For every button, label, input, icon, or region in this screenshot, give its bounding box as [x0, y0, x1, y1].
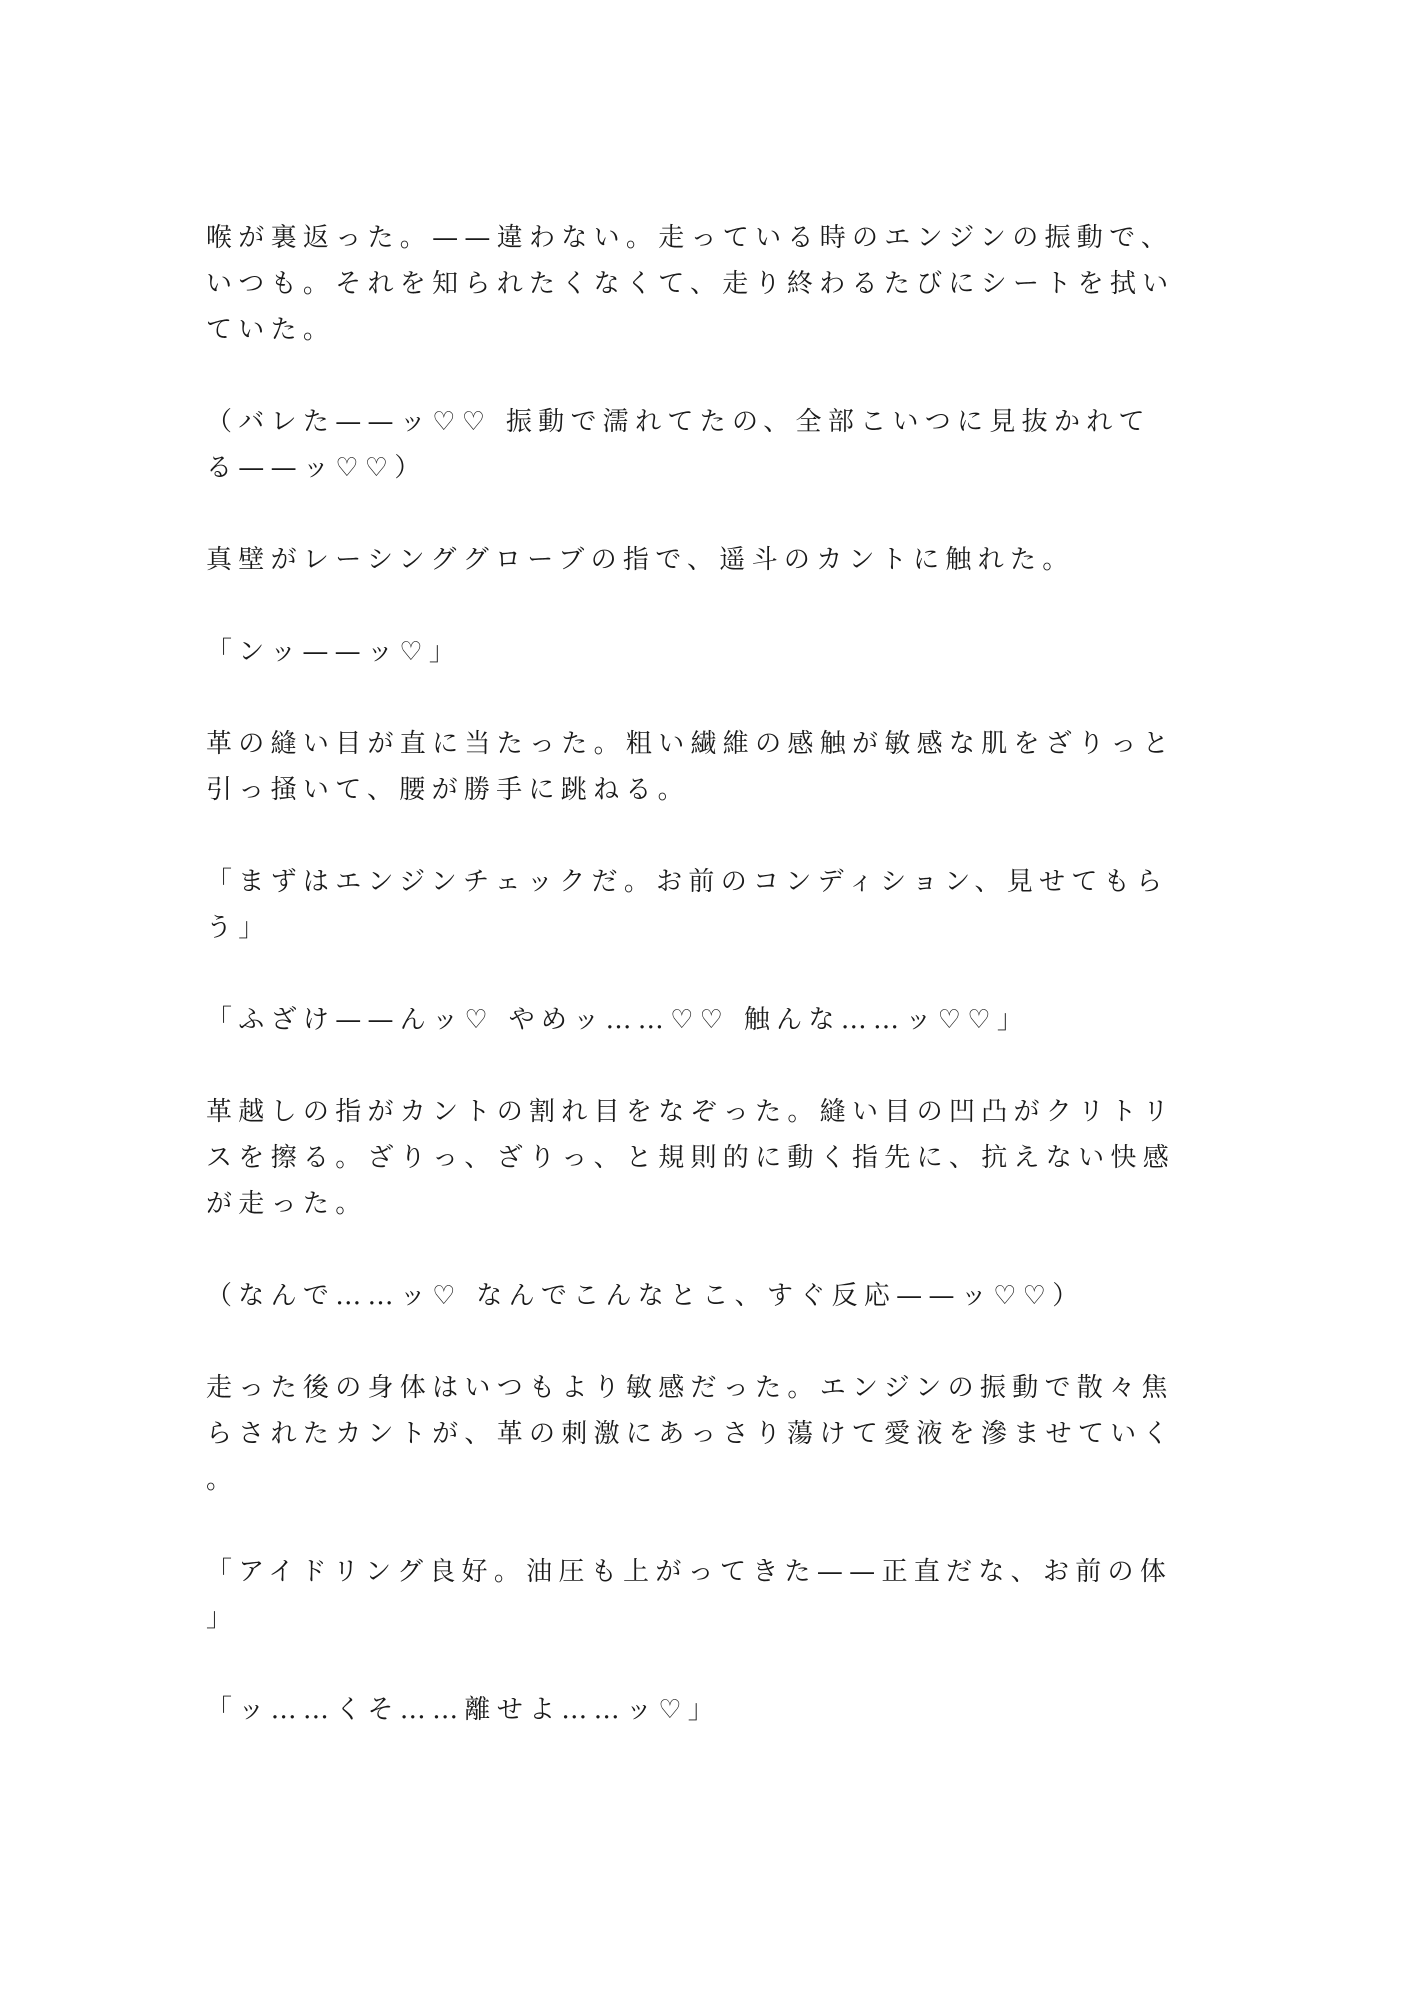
text-line: ていた。	[206, 315, 336, 345]
paragraph	[206, 629, 1206, 675]
text-line: らされたカントが、革の刺激にあっさり蕩けて愛液を滲ませていく	[206, 1419, 1175, 1449]
text-line: 。	[206, 1465, 239, 1495]
paragraph	[206, 1089, 1206, 1227]
text-line: 引っ掻いて、腰が勝手に跳ねる。	[206, 775, 690, 805]
text-line: 」	[206, 1603, 239, 1633]
paragraph	[206, 859, 1206, 951]
text-line: 走った後の身体はいつもより敏感だった。エンジンの振動で散々焦	[206, 1373, 1174, 1403]
text-line: 真壁がレーシンググローブの指で、遥斗のカントに触れた。	[206, 545, 1075, 575]
paragraph	[206, 1549, 1206, 1641]
text-line: いつも。それを知られたくなくて、走り終わるたびにシートを拭い	[206, 269, 1175, 299]
paragraph	[206, 399, 1206, 491]
text-line: 「ンッ——ッ♡」	[206, 637, 462, 667]
text-line: 「ッ……くそ……離せよ……ッ♡」	[206, 1695, 721, 1725]
text-line: （バレた——ッ♡♡ 振動で濡れてたの、全部こいつに見抜かれて	[206, 407, 1151, 437]
text-line: 「まずはエンジンチェックだ。お前のコンディション、見せてもら	[206, 867, 1169, 897]
text-line: る——ッ♡♡）	[206, 453, 427, 483]
text-line: （なんで……ッ♡ なんでこんなとこ、すぐ反応——ッ♡♡）	[206, 1281, 1085, 1311]
paragraph	[206, 1687, 1206, 1733]
paragraph	[206, 721, 1206, 813]
text-line: スを擦る。ざりっ、ざりっ、と規則的に動く指先に、抗えない快感	[206, 1143, 1176, 1173]
text-line: 「アイドリング良好。油圧も上がってきた——正直だな、お前の体	[206, 1557, 1173, 1587]
text-line: が走った。	[206, 1189, 368, 1219]
paragraph	[206, 215, 1206, 353]
paragraph	[206, 537, 1206, 583]
text-line: 喉が裏返った。——違わない。走っている時のエンジンの振動で、	[206, 223, 1174, 253]
document-page	[206, 215, 1206, 1779]
paragraph	[206, 997, 1206, 1043]
paragraph	[206, 1365, 1206, 1503]
text-line: う」	[206, 913, 271, 943]
text-line: 革の縫い目が直に当たった。粗い繊維の感触が敏感な肌をざりっと	[206, 729, 1176, 759]
text-line: 「ふざけ——んッ♡ やめッ……♡♡ 触んな……ッ♡♡」	[206, 1005, 1030, 1035]
text-line: 革越しの指がカントの割れ目をなぞった。縫い目の凹凸がクリトリ	[206, 1097, 1176, 1127]
paragraph	[206, 1273, 1206, 1319]
